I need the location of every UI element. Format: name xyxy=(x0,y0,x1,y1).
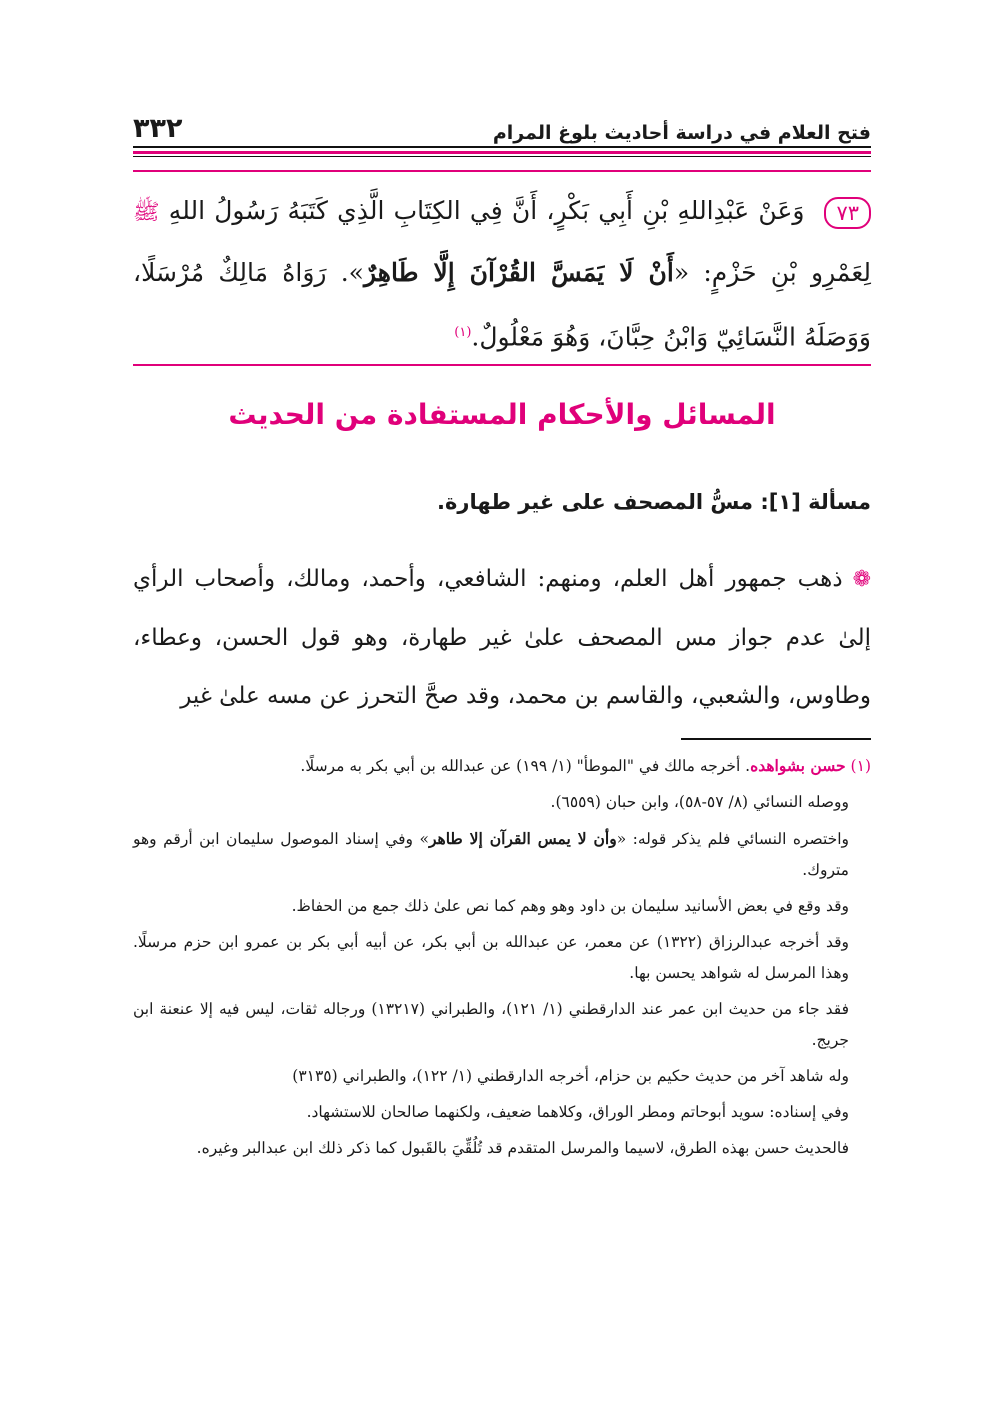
hadith-quote: أَنْ لَا يَمَسَّ القُرْآنَ إِلَّا طَاهِرٌ xyxy=(363,258,674,287)
hadith-line-2-end: ». رَوَاهُ مَالِكٌ مُرْسَلًا، وَوَصَلَهُ xyxy=(133,258,871,352)
footnote-paragraph: وله شاهد آخر من حديث حكيم بن حزام، أخرجه الدارقطني (١/ ١٢٢)، والطبراني (٣١٣٥) xyxy=(292,1067,849,1085)
book-title: فتح العلام في دراسة أحاديث بلوغ المرام xyxy=(492,122,871,144)
hadith-bottom-rule xyxy=(133,364,871,366)
footnote-paragraph: فالحديث حسن بهذه الطرق، لاسيما والمرسل المتقدم قد تُلُقِّيَ بالقَبول كما ذكر ذلك ابن عبدالبر وغيره. xyxy=(196,1139,849,1157)
header-rule-thin xyxy=(133,156,871,157)
grading-label: حسن بشواهده xyxy=(750,756,846,775)
footnote-text: . أخرجه مالك في "الموطأ" (١/ ١٩٩) عن عبدالله بن أبي بكر به مرسلًا. xyxy=(300,757,751,775)
footnotes xyxy=(133,750,871,1169)
footnote-text: واختصره النسائي فلم يذكر قوله: « xyxy=(616,830,850,848)
footnote-mark: (١) xyxy=(850,757,871,775)
footnote-paragraph xyxy=(133,823,871,886)
hadith-line-2-start: لِعَمْرِو بْنِ حَزْمٍ: « xyxy=(673,258,872,287)
footnote-paragraph: فقد جاء من حديث ابن عمر عند الدارقطني (١/ ١٢١)، والطبراني (١٣٢١٧) ورجاله ثقات، ليس فيه إلا عنعنة ابن جريج. xyxy=(133,1000,849,1049)
hadith-top-rule xyxy=(133,170,871,172)
salawat-icon: ﷺ xyxy=(133,200,160,225)
footnote-paragraph: وفي إسناده: سويد أبوحاتم ومطر الوراق، وكلاهما ضعيف، ولكنهما صالحان للاستشهاد. xyxy=(306,1103,849,1121)
issue-label: مسألة [١]: xyxy=(760,490,871,514)
issue-heading xyxy=(133,490,871,514)
flower-ornament-icon: ❁ xyxy=(852,567,871,592)
footnote-separator xyxy=(681,738,871,740)
hadith-text xyxy=(133,181,871,367)
hadith-line-3: النَّسَائِيّ وَابْنُ حِبَّانَ، وَهُوَ مَعْلُولٌ. xyxy=(471,322,796,352)
footnote-1 xyxy=(133,750,871,782)
header-rule-accent xyxy=(133,151,871,154)
body-paragraph xyxy=(133,550,871,725)
footnote-text: » وفي إسناد الموصول سليمان ابن أرقم وهو متروك. xyxy=(133,830,849,879)
section-title: المسائل والأحكام المستفادة من الحديث xyxy=(228,398,776,431)
footnote-paragraph: ووصله النسائي (٨/ ٥٧-٥٨)، وابن حبان (٦٥٥٩). xyxy=(550,793,849,811)
page-number: ٣٣٢ xyxy=(133,113,183,144)
page-header xyxy=(133,108,871,144)
footnote-paragraph: وقد أخرجه عبدالرزاق (١٣٢٢) عن معمر، عن عبدالله بن أبي بكر، عن أبيه أبي بكر بن عمرو ابن حزم مرسلًا. وهذا المرسل له شواهد يحسن بها. xyxy=(133,933,849,982)
hadith-line-1: وَعَنْ عَبْدِاللهِ بْنِ أَبِي بَكْرٍ، أَنَّ فِي الكِتَابِ الَّذِي كَتَبَهُ رَسُولُ اللهِ xyxy=(168,196,805,225)
hadith-number-badge: ٧٣ xyxy=(824,197,871,229)
body-text: ذهب جمهور أهل العلم، ومنهم: الشافعي، وأحمد، ومالك، وأصحاب الرأي إلىٰ عدم جواز مس المصحف علىٰ غير طهارة، وهو قول الحسن، وعطاء، وطاوس، والشعبي، والقاسم بن محمد، وقد صحَّ التحرز عن مسه علىٰ غير xyxy=(133,566,871,709)
footnote-paragraph: وقد وقع في بعض الأسانيد سليمان بن داود وهو وهم كما نص علىٰ ذلك جمع من الحفاظ. xyxy=(291,897,849,915)
issue-title: مسُّ المصحف على غير طهارة. xyxy=(436,490,754,514)
footnote-reference[interactable]: (١) xyxy=(454,325,472,340)
footnote-quote: وأن لا يمس القرآن إلا طاهر xyxy=(428,829,617,848)
header-rule xyxy=(133,146,871,148)
